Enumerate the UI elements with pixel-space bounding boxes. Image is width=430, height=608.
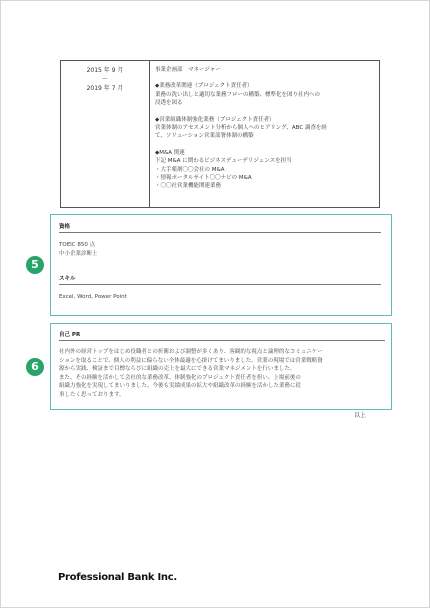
duty-cell: [155, 66, 375, 191]
duty-section: [155, 116, 375, 141]
career-table: [60, 60, 380, 208]
duty-line: 下記 M&A に関わるビジネスデューデリジェンスを担当: [155, 158, 292, 165]
self-pr-line: 事したく思っております。: [59, 391, 125, 398]
self-pr-box: [50, 323, 392, 410]
section-number-badge: 5: [26, 256, 44, 274]
period-end: 2019 年 7 月: [86, 85, 124, 92]
self-pr-line: 組織力強化を実現してまいりました。今後も実績成果の拡大や組織改革の経験を活かした業務に従: [59, 383, 302, 390]
skills-label: スキル: [59, 276, 76, 283]
self-pr-label: 自己 PR: [59, 332, 81, 338]
duty-line: ・〇〇社営業機能関連業務: [155, 183, 222, 190]
duty-section-title: ◆M&A 関連: [155, 149, 185, 156]
divider: [59, 284, 381, 285]
period-separator: 〜: [101, 76, 108, 83]
self-pr-line: ションを取ることで、個人の利益に偏らない全体最適を心掛けてまいりました。営業の現場では営業戦略資: [59, 357, 323, 364]
table-divider: [149, 61, 150, 207]
qualification-item: 中小企業診断士: [59, 250, 98, 257]
period-cell: [61, 66, 149, 93]
duty-line: ・情報ポータルサイト〇〇ナビの M&A: [155, 175, 252, 182]
self-pr-line: 源から実践、検証まで目標ならびに組織の売上を最大にできる営業マネジメントを行いました。: [59, 366, 296, 373]
skills-value: Excel, Word, Power Point: [59, 294, 127, 301]
duty-line: 浸透を図る: [155, 100, 183, 107]
divider: [59, 232, 381, 233]
duty-section: [155, 149, 375, 191]
duty-line: ・大手薬剤〇〇会社の M&A: [155, 166, 225, 173]
divider: [59, 340, 385, 341]
duty-section-title: ◆営業組織体制強化業務（プロジェクト責任者）: [155, 116, 275, 123]
self-pr-line: 社内外の経営トップをはじめ役職者との折衝および調整が多くあり、客観的な視点と論理的なコミュニケー: [59, 349, 323, 355]
duty-line: て、ソリューション営業部署体制の構築: [155, 133, 254, 140]
duty-header: 事業企画部 マネージャー: [155, 67, 221, 73]
section-number-badge: 6: [26, 358, 44, 376]
qualification-item: TOEIC 850 点: [59, 242, 96, 248]
period-start: 2015 年 9 月: [86, 67, 124, 74]
duty-line: 営業体制のアセスメント分析から個人へのヒアリング、ABC 調査を経: [155, 125, 327, 132]
qualifications-box: [50, 214, 392, 316]
duty-section: [155, 82, 375, 107]
qualifications-label: 資格: [59, 224, 71, 230]
duty-section-title: ◆業務改革関連（プロジェクト責任者）: [155, 83, 253, 90]
closing-mark: 以上: [354, 412, 367, 419]
duty-line: 業務の洗い出しと適切な業務フローの構築、標準化を図り社内への: [155, 91, 321, 98]
company-logo: Professional Bank Inc.: [58, 572, 177, 583]
self-pr-text: [59, 348, 385, 400]
self-pr-line: また、その経験を活かして会社的な業務改革、体制強化のプロジェクト責任者を担い、上場前後の: [59, 374, 301, 381]
